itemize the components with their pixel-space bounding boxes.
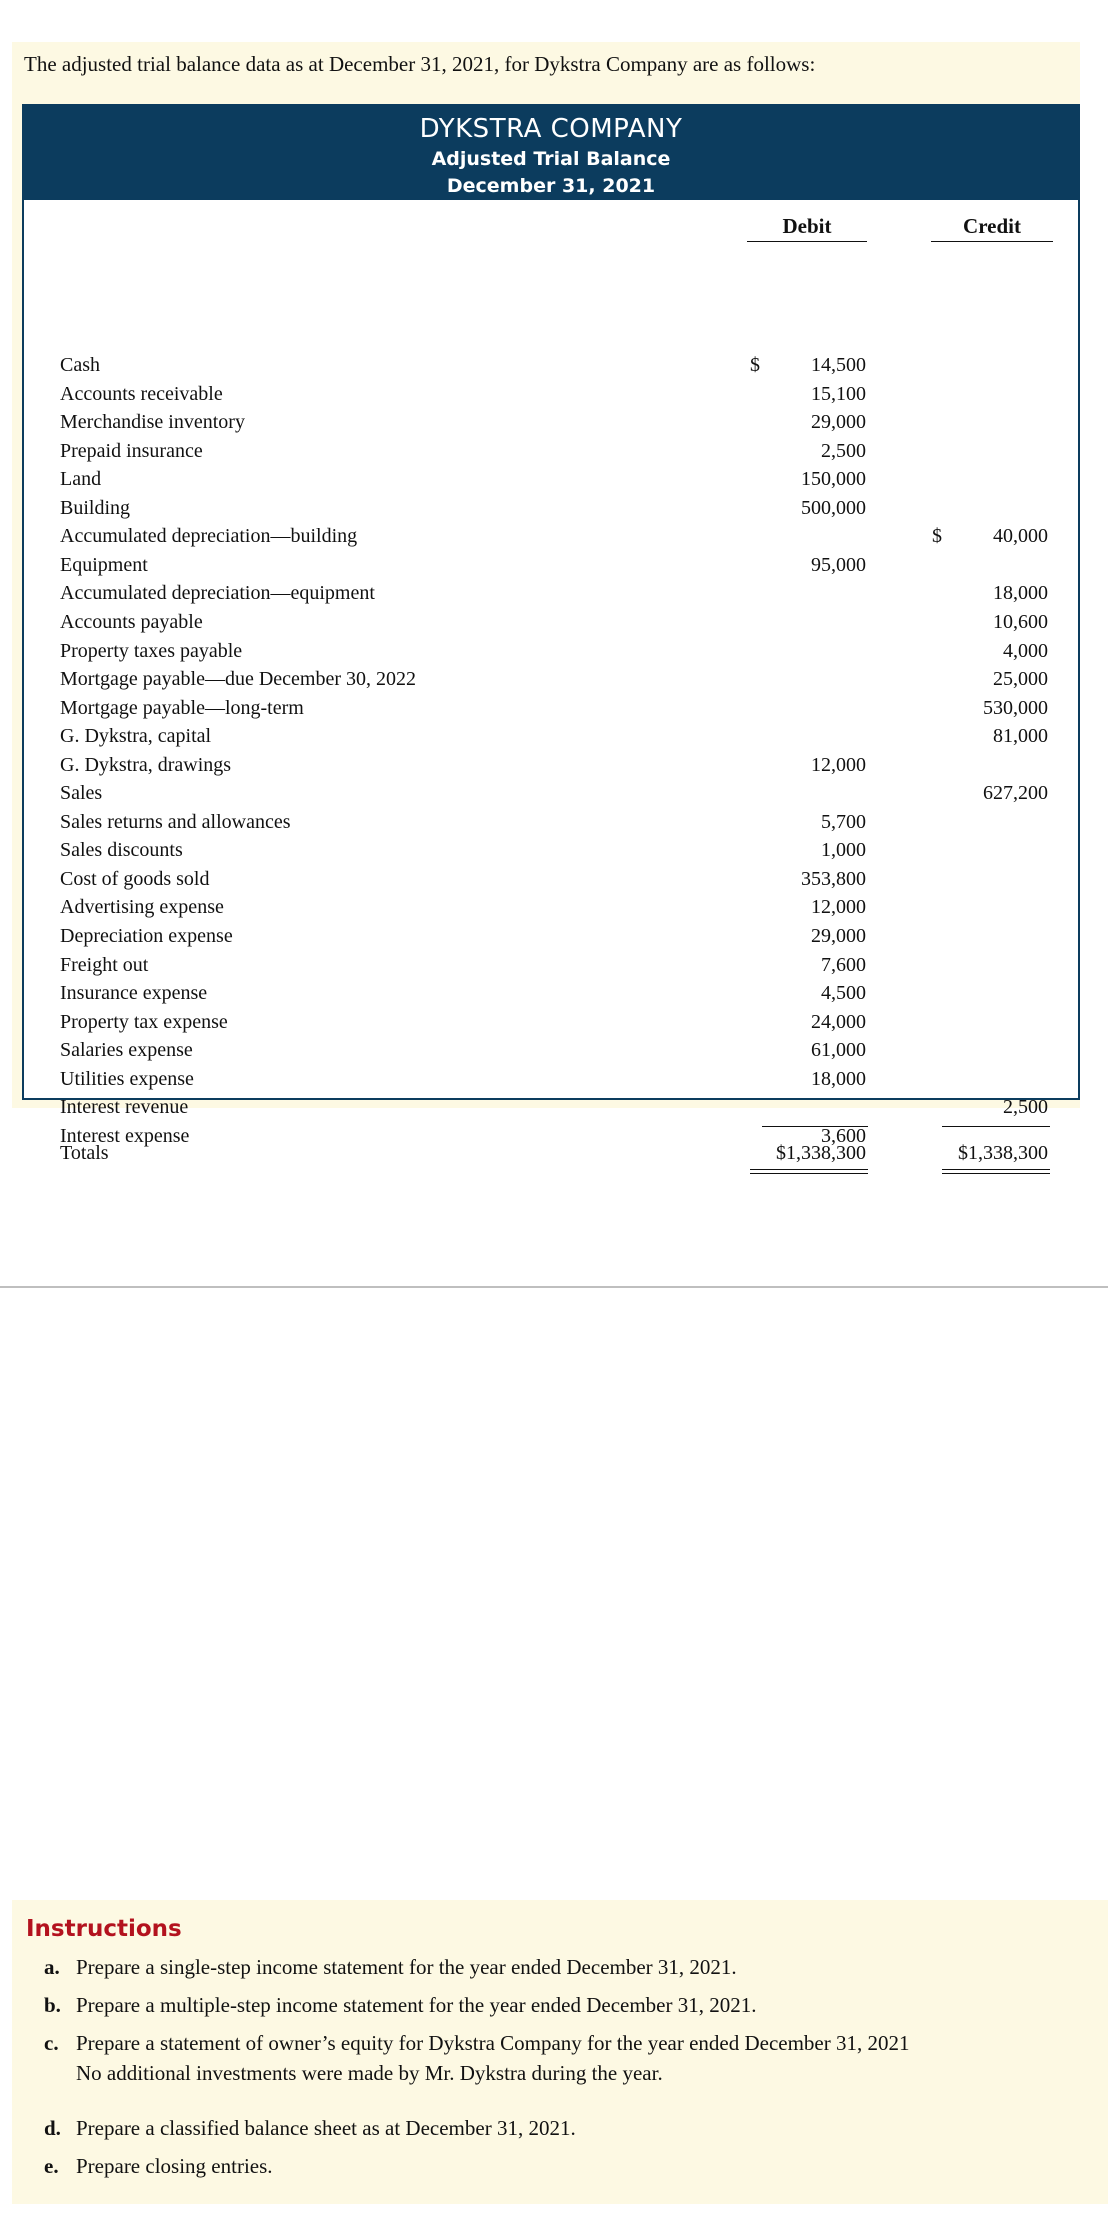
statement-date: December 31, 2021 (446, 175, 656, 197)
account-name: G. Dykstra, capital (60, 725, 212, 748)
instruction-item (44, 2031, 910, 2056)
credit-amount: 18,000 (993, 582, 1048, 605)
account-name: Accounts payable (60, 610, 203, 633)
account-name: Utilities expense (60, 1067, 194, 1090)
account-name: Mortgage payable—long-term (60, 696, 304, 719)
instruction-item (44, 1993, 757, 2018)
table-row (24, 896, 1078, 924)
credit-total-double-rule (942, 1169, 1050, 1174)
debit-total: $1,338,300 (776, 1142, 866, 1164)
table-row (24, 1068, 1078, 1096)
account-name: Land (60, 468, 102, 491)
totals-row (24, 1142, 1078, 1170)
account-name: Merchandise inventory (60, 411, 245, 434)
table-row (24, 1096, 1078, 1124)
table-row (24, 697, 1078, 725)
table-row (24, 1011, 1078, 1039)
account-name: Prepaid insurance (60, 439, 203, 462)
credit-total: $1,338,300 (958, 1142, 1048, 1164)
table-row (24, 525, 1078, 553)
account-name: Advertising expense (60, 896, 224, 919)
debit-amount: 24,000 (811, 1010, 866, 1033)
table-row (24, 954, 1078, 982)
debit-dollar-sign: $ (750, 354, 760, 376)
table-row (24, 982, 1078, 1010)
debit-column-header: Debit (747, 214, 867, 242)
table-row (24, 782, 1078, 810)
credit-column-header: Credit (931, 214, 1053, 242)
instruction-text: Prepare a single-step income statement for the year ended December 31, 2021. (76, 1955, 737, 1979)
account-name: Interest revenue (60, 1096, 189, 1119)
table-row (24, 754, 1078, 782)
table-row (24, 811, 1078, 839)
trial-balance-table (22, 104, 1080, 1164)
account-name: Cash (60, 354, 100, 376)
account-name: Sales discounts (60, 839, 183, 862)
credit-amount: 40,000 (993, 525, 1048, 548)
instruction-text: Prepare a classified balance sheet as at December 31, 2021. (76, 2116, 576, 2140)
debit-amount: 1,000 (821, 839, 866, 862)
statement-title: Adjusted Trial Balance (431, 148, 671, 170)
account-name: Sales (60, 782, 103, 805)
debit-amount: 4,500 (821, 982, 866, 1005)
table-row (24, 640, 1078, 668)
credit-amount: 81,000 (993, 725, 1048, 748)
account-name: Accumulated depreciation—building (60, 525, 358, 548)
account-name: Freight out (60, 953, 149, 976)
instruction-text: Prepare a multiple-step income statement for the year ended December 31, 2021. (76, 1993, 757, 2017)
debit-subtotal-rule (762, 1126, 868, 1127)
debit-amount: 7,600 (821, 953, 866, 976)
intro-text: The adjusted trial balance data as at December 31, 2021, for Dykstra Company are as follows: (24, 52, 816, 76)
instructions-title: Instructions (26, 1916, 182, 1942)
account-name: Insurance expense (60, 982, 208, 1005)
debit-amount: 12,000 (811, 753, 866, 776)
table-row (24, 868, 1078, 896)
credit-amount: 25,000 (993, 668, 1048, 691)
table-row (24, 925, 1078, 953)
instruction-text: Prepare closing entries. (76, 2154, 273, 2178)
credit-dollar-sign: $ (932, 525, 942, 548)
debit-amount: 2,500 (821, 439, 866, 462)
debit-amount: 29,000 (811, 925, 866, 947)
account-name: Sales returns and allowances (60, 810, 291, 833)
account-name: G. Dykstra, drawings (60, 753, 232, 776)
debit-amount: 5,700 (821, 810, 866, 833)
instruction-letter: b. (44, 1993, 61, 2017)
credit-amount: 4,000 (1003, 639, 1048, 662)
account-name: Property taxes payable (60, 639, 243, 662)
account-name: Interest expense (60, 1124, 190, 1147)
account-name: Equipment (60, 553, 148, 576)
credit-amount: 627,200 (983, 782, 1048, 805)
table-row (24, 725, 1078, 753)
table-row (24, 611, 1078, 639)
account-name: Mortgage payable—due December 30, 2022 (60, 668, 416, 691)
section-divider (0, 1286, 1108, 1288)
instruction-continuation: No additional investments were made by Mr. Dykstra during the year. (76, 2061, 663, 2085)
account-name: Depreciation expense (60, 925, 233, 947)
table-row (24, 554, 1078, 582)
credit-amount: 2,500 (1003, 1096, 1048, 1119)
credit-amount: 530,000 (983, 696, 1048, 719)
table-row (24, 354, 1078, 382)
account-name: Building (60, 496, 131, 519)
table-row (24, 1039, 1078, 1067)
instruction-letter: d. (44, 2116, 61, 2140)
instruction-item (44, 1955, 737, 1980)
instruction-letter: e. (44, 2154, 59, 2178)
account-name: Cost of goods sold (60, 867, 210, 890)
instruction-letter: c. (44, 2031, 59, 2055)
debit-amount: 150,000 (801, 468, 866, 491)
instruction-item (44, 2116, 576, 2141)
credit-amount: 10,600 (993, 610, 1048, 633)
credit-subtotal-rule (942, 1126, 1050, 1127)
debit-amount: 12,000 (811, 896, 866, 919)
table-row (24, 411, 1078, 439)
account-name: Property tax expense (60, 1010, 228, 1033)
debit-amount: 29,000 (811, 411, 866, 434)
table-row (24, 383, 1078, 411)
table-row (24, 468, 1078, 496)
table-row (24, 497, 1078, 525)
debit-amount: 95,000 (811, 553, 866, 576)
table-row (24, 668, 1078, 696)
debit-total-double-rule (750, 1169, 868, 1174)
debit-amount: 15,100 (811, 382, 866, 405)
company-name: DYKSTRA COMPANY (419, 114, 683, 144)
debit-amount: 14,500 (811, 354, 866, 376)
instruction-item (44, 2154, 273, 2179)
table-row (24, 582, 1078, 610)
debit-amount: 353,800 (801, 867, 866, 890)
account-name: Accumulated depreciation—equipment (60, 582, 375, 605)
debit-amount: 18,000 (811, 1067, 866, 1090)
instruction-text: Prepare a statement of owner’s equity for Dykstra Company for the year ended December 31, 2021 (76, 2031, 910, 2055)
account-name: Accounts receivable (60, 382, 223, 405)
account-name: Salaries expense (60, 1039, 193, 1062)
table-row (24, 839, 1078, 867)
debit-amount: 500,000 (801, 496, 866, 519)
instruction-letter: a. (44, 1955, 60, 1979)
table-row (24, 440, 1078, 468)
debit-amount: 61,000 (811, 1039, 866, 1062)
debit-amount: 3,600 (821, 1124, 866, 1147)
totals-label: Totals (60, 1142, 109, 1164)
table-header (24, 106, 1078, 200)
